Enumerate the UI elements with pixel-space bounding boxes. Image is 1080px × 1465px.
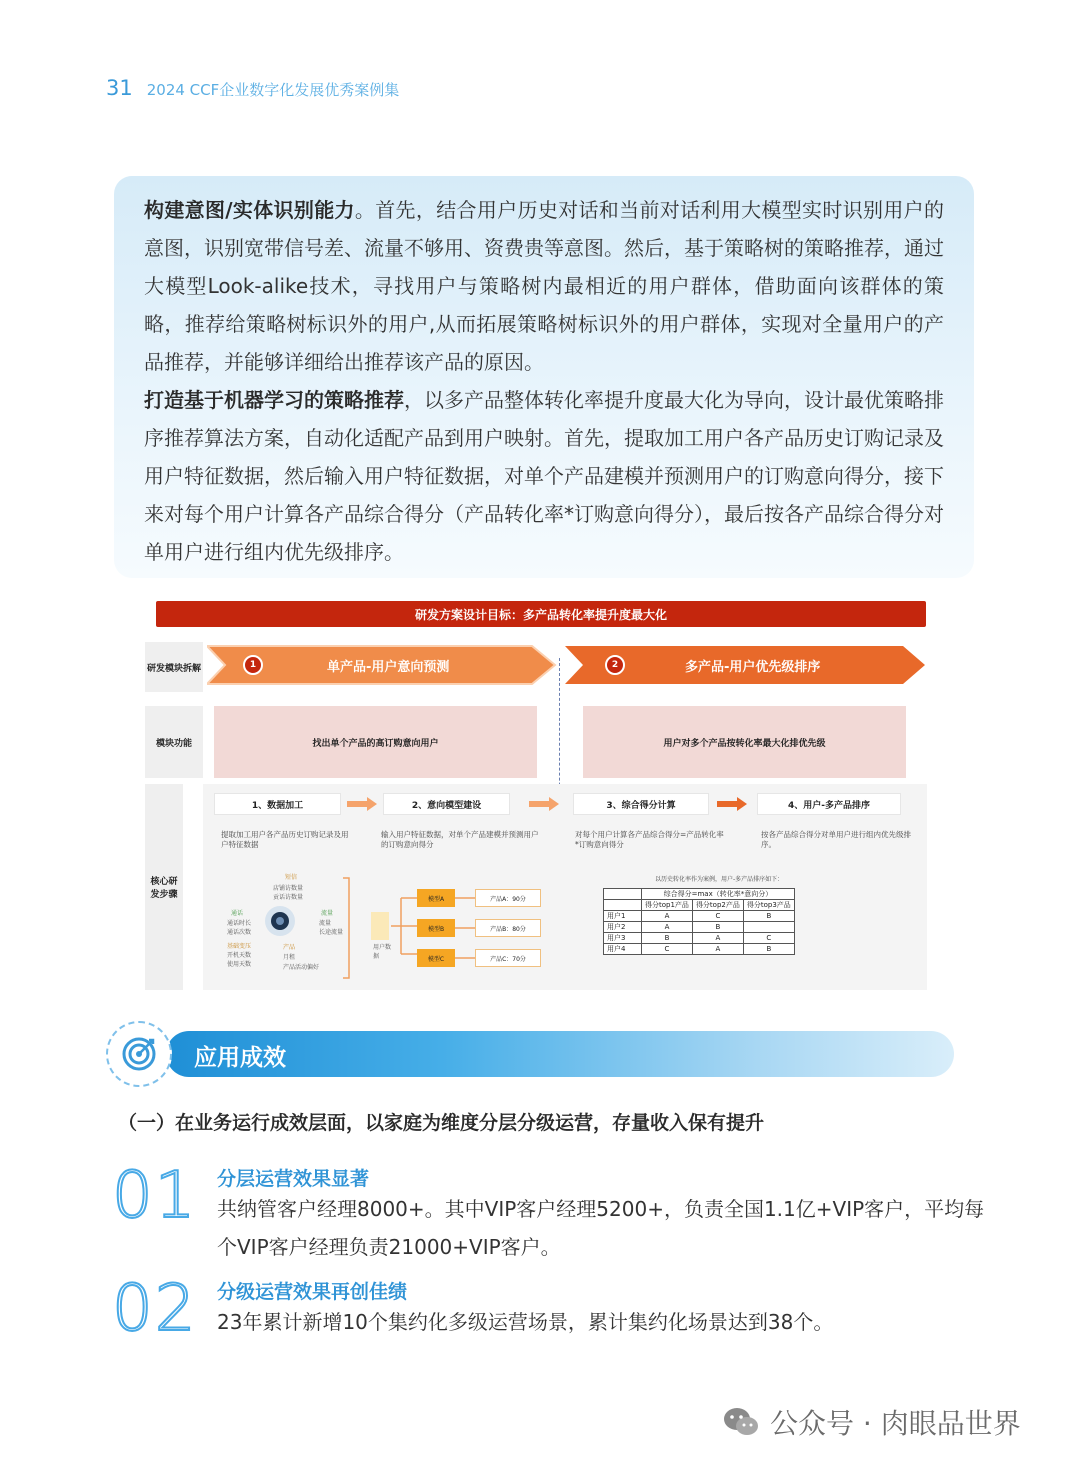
feat-net: 通话 bbox=[231, 910, 244, 917]
design-diagram bbox=[145, 598, 927, 994]
feat-f2: 长途流量 bbox=[319, 929, 344, 936]
feat-n2: 通话次数 bbox=[227, 929, 252, 936]
feat-p2: 产品活动偏好 bbox=[283, 964, 320, 971]
table-corner bbox=[604, 889, 642, 900]
subheading: （一）在业务运行成效层面，以家庭为维度分层分级运营，存量收入保有提升 bbox=[118, 1112, 765, 1134]
intro-paragraph-1 bbox=[144, 191, 944, 381]
table-cell: C bbox=[692, 911, 743, 922]
table-header: 得分top2产品 bbox=[692, 900, 743, 911]
table-header: 得分top1产品 bbox=[642, 900, 693, 911]
wechat-icon bbox=[722, 1406, 760, 1438]
table-row bbox=[604, 944, 795, 955]
table-cell: B bbox=[743, 911, 794, 922]
table-row bbox=[604, 922, 795, 933]
model-b: 模型B bbox=[417, 919, 455, 937]
page-number: 31 bbox=[106, 76, 133, 100]
user-profile-icon bbox=[263, 904, 297, 938]
table-cell: C bbox=[743, 933, 794, 944]
table-corner-2 bbox=[604, 900, 642, 911]
table-formula-row bbox=[604, 889, 795, 900]
table-cell: B bbox=[642, 933, 693, 944]
table-cell: 用户1 bbox=[604, 911, 642, 922]
watermark-text: 公众号 · 肉眼品世界 bbox=[770, 1407, 1021, 1440]
table-cell: A bbox=[692, 944, 743, 955]
table-cell bbox=[743, 922, 794, 933]
intro-box bbox=[114, 176, 974, 578]
feat-c1: 店铺访数量 bbox=[273, 885, 304, 892]
document-title: 2024 CCF企业数字化发展优秀案例集 bbox=[146, 81, 400, 99]
module-2-arrow bbox=[565, 642, 927, 688]
score-a: 产品A：90分 bbox=[475, 889, 541, 907]
model-a: 模型A bbox=[417, 889, 455, 907]
step-1-desc: 提取加工用户各产品历史订购记录及用户特征数据 bbox=[221, 830, 349, 849]
item-2-number: 02 bbox=[112, 1272, 198, 1346]
page-header bbox=[106, 76, 399, 100]
feat-p1: 月租 bbox=[283, 954, 296, 961]
step-2: 2、意向模型建设 bbox=[383, 793, 510, 815]
module-2-function: 用户对多个产品按转化率最大化排优先级 bbox=[583, 706, 906, 778]
item-2-title: 分级运营效果再创佳绩 bbox=[217, 1281, 408, 1303]
table-cell: A bbox=[692, 933, 743, 944]
table-row bbox=[604, 933, 795, 944]
feat-k2: 使用天数 bbox=[227, 961, 252, 968]
table-caption: 以历史转化率作为案例，用户-多产品排序如下： bbox=[655, 876, 784, 883]
module-1-label: 单产品-用户意向预测 bbox=[327, 659, 450, 675]
table-row bbox=[604, 911, 795, 922]
target-icon bbox=[119, 1034, 159, 1074]
score-c: 产品C：70分 bbox=[475, 949, 541, 967]
row-label-decompose: 研发模块拆解 bbox=[145, 642, 203, 692]
table-header-row bbox=[604, 900, 795, 911]
table-cell: A bbox=[642, 911, 693, 922]
ranking-table bbox=[603, 888, 795, 955]
item-1-number: 01 bbox=[112, 1159, 198, 1233]
row-label-core: 核心研发步骤 bbox=[145, 784, 183, 990]
watermark bbox=[722, 1402, 1021, 1442]
table-cell: 用户4 bbox=[604, 944, 642, 955]
section-title: 应用成效 bbox=[194, 1045, 286, 1071]
section-icon-circle bbox=[106, 1021, 172, 1087]
table-formula: 综合得分=max（转化率*意向分） bbox=[642, 889, 795, 900]
module-1-function: 找出单个产品的高订购意向用户 bbox=[214, 706, 537, 778]
feat-pkg: 基础变压 bbox=[227, 943, 252, 950]
step-1: 1、数据加工 bbox=[214, 793, 341, 815]
model-c: 模型C bbox=[417, 949, 455, 967]
user-data-label: 用户数据 bbox=[373, 944, 392, 960]
p1-body: 。首先，结合用户历史对话和当前对话利用大模型实时识别用户的意图，识别宽带信号差、流量不够用、资费贵等意图。然后，基于策略树的策略推荐，通过大模型Look-alike技术，寻找用户与策略树内最相近的用户群体，借助面向该群体的策略，推荐给策略树标识外的用户,从而拓展策略树标识外的用户群体，实现对全量用户的产品推荐，并能够详细给出推荐该产品的原因。 bbox=[144, 198, 944, 374]
step-arrow-3 bbox=[717, 797, 747, 811]
feat-prod: 产品 bbox=[283, 944, 296, 951]
table-cell: 用户2 bbox=[604, 922, 642, 933]
feat-short: 短信 bbox=[285, 874, 298, 881]
step-3-desc: 对每个用户计算各产品综合得分=产品转化率*订购意向得分 bbox=[575, 830, 724, 849]
user-data-block bbox=[371, 912, 389, 940]
table-cell: 用户3 bbox=[604, 933, 642, 944]
diagram-banner: 研发方案设计目标：多产品转化率提升度最大化 bbox=[156, 601, 926, 627]
section-heading bbox=[106, 1021, 954, 1087]
table-header: 得分top3产品 bbox=[743, 900, 794, 911]
p1-heading: 构建意图/实体识别能力 bbox=[144, 198, 355, 222]
score-b: 产品B：80分 bbox=[475, 919, 541, 937]
result-item-2 bbox=[112, 1272, 992, 1357]
module-1-arrow bbox=[207, 642, 557, 688]
result-item-1 bbox=[112, 1159, 992, 1264]
step-3: 3、综合得分计算 bbox=[573, 793, 709, 815]
feat-c2: 贡话访数量 bbox=[273, 894, 304, 901]
step-2-desc: 输入用户特征数据，对单个产品建模并预测用户的订购意向得分 bbox=[381, 830, 539, 849]
intro-paragraph-2 bbox=[144, 381, 944, 571]
p2-body: ，以多产品整体转化率提升度最大化为导向，设计最优策略排序推荐算法方案，自动化适配产品到用户映射。首先，提取加工用户各产品历史订购记录及用户特征数据，然后输入用户特征数据，对单个产品建模并预测用户的订购意向得分，接下来对每个用户计算各产品综合得分（产品转化率*订购意向得分），最后按各产品综合得分对单用户进行组内优先级排序。 bbox=[144, 388, 944, 564]
feat-k1: 开机天数 bbox=[227, 952, 252, 959]
row-label-function: 模块功能 bbox=[145, 706, 203, 778]
step-arrow-2 bbox=[529, 797, 559, 811]
step-4-desc: 按各产品综合得分对单用户进行组内优先级排序。 bbox=[761, 830, 911, 849]
module-2-label: 多产品-用户优先级排序 bbox=[685, 659, 821, 675]
table-cell: B bbox=[692, 922, 743, 933]
score-connectors bbox=[455, 894, 477, 960]
module-1-number: 1 bbox=[243, 655, 263, 675]
step-arrow-1 bbox=[347, 797, 377, 811]
table-cell: C bbox=[642, 944, 693, 955]
step-4: 4、用户-多产品排序 bbox=[757, 793, 901, 815]
feat-n1: 通话时长 bbox=[227, 920, 252, 927]
module-2-number: 2 bbox=[605, 655, 625, 675]
feat-flow: 流量 bbox=[321, 910, 334, 917]
section-bar bbox=[166, 1031, 954, 1077]
feature-bracket bbox=[341, 876, 351, 980]
item-1-title: 分层运营效果显著 bbox=[217, 1168, 370, 1190]
table-cell: B bbox=[743, 944, 794, 955]
item-1-desc: 共纳管客户经理8000+。其中VIP客户经理5200+，负责全国1.1亿+VIP客户，平均每个VIP客户经理负责21000+VIP客户。 bbox=[217, 1197, 985, 1259]
table-cell: A bbox=[642, 922, 693, 933]
item-2-desc: 23年累计新增10个集约化多级运营场景，累计集约化场景达到38个。 bbox=[217, 1310, 834, 1334]
feat-f1: 流量 bbox=[319, 920, 332, 927]
p2-heading: 打造基于机器学习的策略推荐 bbox=[144, 388, 404, 412]
